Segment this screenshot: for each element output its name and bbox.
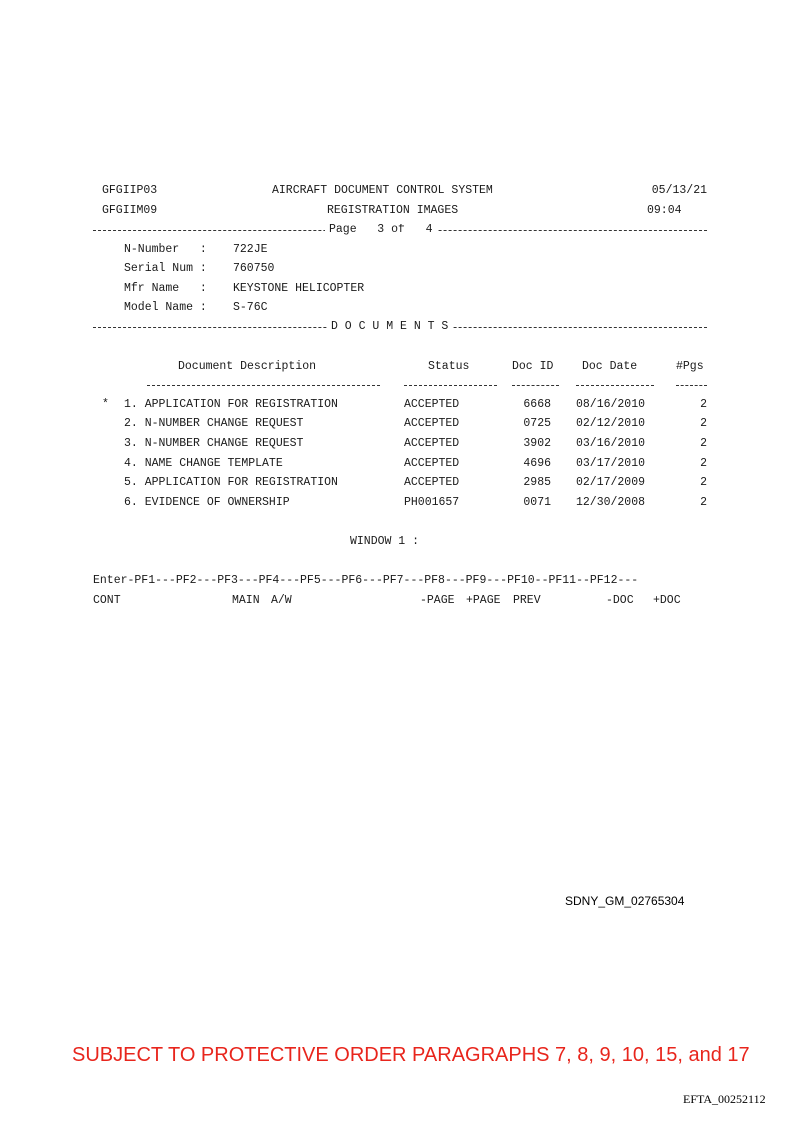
map-id: GFGIIM09: [102, 204, 158, 217]
bates-number: SDNY_GM_02765304: [565, 894, 685, 908]
pf-prev-action[interactable]: PREV: [513, 594, 541, 607]
pf-key-legend: Enter-PF1---PF2---PF3---PF4---PF5---PF6---PF7---PF8---PF9---PF10--PF11--PF12---: [93, 574, 639, 587]
row-description: 6. EVIDENCE OF OWNERSHIP: [124, 496, 290, 509]
row-pages: 2: [700, 417, 707, 430]
header-time: 09:04: [647, 204, 682, 217]
model-name-label: Model Name :: [124, 301, 207, 314]
documents-separator: [93, 321, 707, 333]
row-status: ACCEPTED: [404, 437, 460, 450]
underline-status: [404, 385, 497, 386]
pf-main-action[interactable]: MAIN: [232, 594, 260, 607]
underline-doc-id: [512, 385, 559, 386]
row-doc-id: 3902: [523, 437, 551, 450]
row-doc-id: 0071: [523, 496, 551, 509]
col-header-pages: #Pgs: [676, 360, 704, 373]
pf-next-doc-action[interactable]: +DOC: [653, 594, 681, 607]
row-doc-date: 08/16/2010: [576, 398, 646, 411]
col-header-status: Status: [428, 360, 470, 373]
row-doc-date: 03/17/2010: [576, 457, 646, 470]
header-date: 05/13/21: [651, 184, 707, 197]
row-pages: 2: [700, 437, 707, 450]
row-doc-id: 6668: [523, 398, 551, 411]
n-number-value: 722JE: [233, 243, 268, 256]
pf-prev-page-action[interactable]: -PAGE: [420, 594, 455, 607]
documents-heading: D O C U M E N T S: [327, 321, 452, 333]
row-doc-id: 2985: [523, 476, 551, 489]
page-separator: [93, 224, 707, 236]
pf-next-page-action[interactable]: +PAGE: [466, 594, 501, 607]
page-indicator: Page 3 of 4: [325, 224, 437, 236]
row-pages: 2: [700, 398, 707, 411]
underline-doc-date: [576, 385, 654, 386]
col-header-description: Document Description: [178, 360, 317, 373]
program-id: GFGIIP03: [102, 184, 158, 197]
row-doc-date: 03/16/2010: [576, 437, 646, 450]
row-description: 1. APPLICATION FOR REGISTRATION: [124, 398, 338, 411]
row-description: 5. APPLICATION FOR REGISTRATION: [124, 476, 338, 489]
row-pages: 2: [700, 457, 707, 470]
row-status: ACCEPTED: [404, 417, 460, 430]
row-description: 2. N-NUMBER CHANGE REQUEST: [124, 417, 304, 430]
row-pages: 2: [700, 476, 707, 489]
underline-description: [147, 385, 380, 386]
row-doc-id: 4696: [523, 457, 551, 470]
model-name-value: S-76C: [233, 301, 268, 314]
row-status: PH001657: [404, 496, 460, 509]
row-status: ACCEPTED: [404, 476, 460, 489]
row-doc-date: 12/30/2008: [576, 496, 646, 509]
row-description: 3. N-NUMBER CHANGE REQUEST: [124, 437, 304, 450]
pf-cont-action[interactable]: CONT: [93, 594, 121, 607]
mfr-name-value: KEYSTONE HELICOPTER: [233, 282, 365, 295]
efta-id: EFTA_00252112: [683, 1092, 766, 1106]
serial-num-label: Serial Num :: [124, 262, 207, 275]
pf-prev-doc-action[interactable]: -DOC: [606, 594, 634, 607]
col-header-doc-date: Doc Date: [582, 360, 638, 373]
col-header-doc-id: Doc ID: [512, 360, 554, 373]
row-doc-date: 02/17/2009: [576, 476, 646, 489]
row-status: ACCEPTED: [404, 398, 460, 411]
window-label: WINDOW 1 :: [350, 535, 420, 548]
system-title: AIRCRAFT DOCUMENT CONTROL SYSTEM: [272, 184, 493, 197]
row-doc-id: 0725: [523, 417, 551, 430]
row-selection-marker: *: [102, 398, 109, 411]
serial-num-value: 760750: [233, 262, 275, 275]
mfr-name-label: Mfr Name :: [124, 282, 207, 295]
row-description: 4. NAME CHANGE TEMPLATE: [124, 457, 283, 470]
protective-order-notice: SUBJECT TO PROTECTIVE ORDER PARAGRAPHS 7, 8, 9, 10, 15, and 17: [72, 1044, 750, 1066]
pf-aw-action[interactable]: A/W: [271, 594, 292, 607]
screen-title: REGISTRATION IMAGES: [327, 204, 459, 217]
n-number-label: N-Number :: [124, 243, 207, 256]
row-doc-date: 02/12/2010: [576, 417, 646, 430]
row-pages: 2: [700, 496, 707, 509]
row-status: ACCEPTED: [404, 457, 460, 470]
underline-pages: [676, 385, 707, 386]
